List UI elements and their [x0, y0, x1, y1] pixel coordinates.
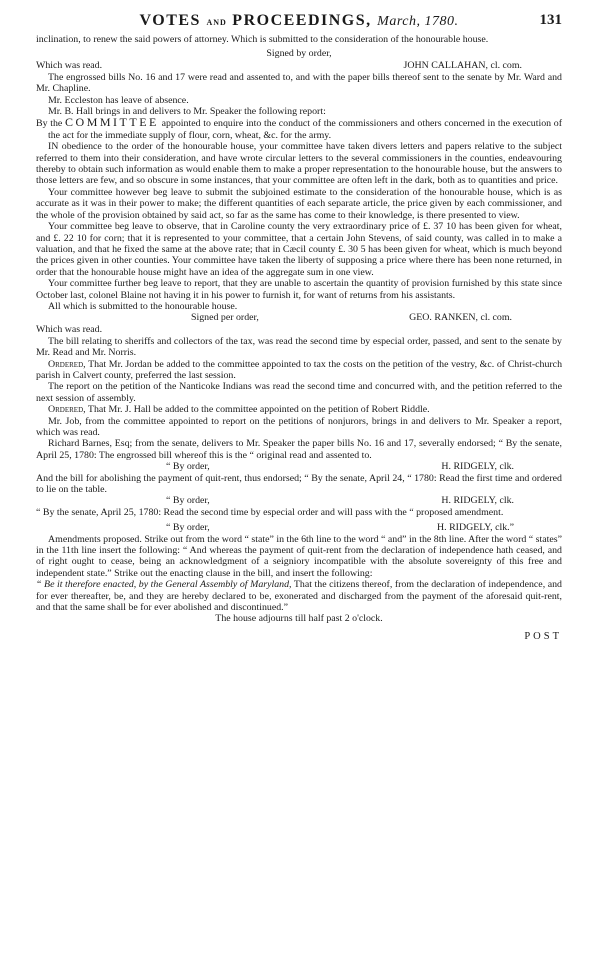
adjournment: The house adjourns till half past 2 o'clock.	[215, 613, 383, 625]
paragraph: Amendments proposed. Strike out from the word “ state” in the 6th line to the word “ and” in the 8th line. After the word “ states” in the 11th line insert the following: “ And whereas the payment of quit-rent from the declaration of independence hath ceased, and of right ought to cease, being an acknowledgment of a seigniory incompatible with the absolute sovereignty of this free and independent state.” Strike out the enacting clause in the bill, and insert the following:	[36, 533, 562, 579]
committee-word: COMMITTEE	[65, 115, 159, 130]
running-header	[36, 12, 562, 34]
enacting-clause: “ Be it therefore enacted, by the General Assembly of Maryland, That the citizens thereof, from the declaration of independence, and for ever thereafter, be, and they are hereby declared to be, exonerated and discharged from the payment of the aforesaid quit-rent, and that the same shall be for ever abolished and discontinued.”	[36, 579, 562, 614]
title-date: March, 1780.	[377, 14, 459, 29]
paragraph: The bill relating to sheriffs and collectors of the tax, was read the second time by especial order, passed, and sent to the senate by Mr. Read and Mr. Norris.	[36, 335, 562, 359]
signature-line	[36, 312, 562, 324]
order-paragraph: Ordered, That Mr. Jordan be added to the committee appointed to tax the costs on the petition of the vestry, &c. of Christ-church parish in Calvert county, preferred the last session.	[36, 358, 563, 381]
paragraph: Richard Barnes, Esq; from the senate, delivers to Mr. Speaker the paper bills No. 16 and 17, severally endorsed; “ By the senate, April 25, 1780: The engrossed bill whereof this is the “ original read and assented to.	[36, 438, 562, 461]
paragraph: All which is submitted to the honourable house.	[48, 300, 238, 312]
paragraph: And the bill for abolishing the payment of quit-rent, thus endorsed; “ By the senate, April 24, “ 1780: Read the first time and ordered to lie on the table.	[36, 472, 562, 496]
paragraph: Which was read.	[36, 324, 103, 336]
paragraph: IN obedience to the order of the honourable house, your committee have taken divers letters and papers relative to the subject referred to them into their consideration, and have wrote circular letters to the several commissioners in the counties, endeavouring thereby to obtain such information as would enable them to make a proper representation to the honourable house, but the answers to those letters are few, and so obscure in some instances, that your committee are often left in the dark, both as to quantities and price.	[36, 141, 562, 187]
endorsement-signature: “ By order, H. RIDGELY, clk.	[166, 495, 514, 507]
paragraph: Mr. Eccleston has leave of absence.	[48, 94, 189, 106]
title-votes: VOTES	[139, 12, 201, 29]
clerk-signature: GEO. RANKEN, cl. com.	[409, 312, 512, 324]
endorsement-signature: “ By order, H. RIDGELY, clk.	[166, 461, 514, 473]
paragraph: The engrossed bills No. 16 and 17 were read and assented to, and with the paper bills thereof sent to the senate by Mr. Ward and Mr. Chapline.	[36, 71, 562, 95]
paragraph: Your committee beg leave to observe, that in Caroline county the very extraordinary price of £. 37 10 has been given for wheat, and £. 22 10 for corn; that it is represented to your committee, that a certain John Stevens, of said county, was called in to make a valuation, and that he fixed the same at the above rate; that in Cæcil county £. 30 5 has been given for wheat, which is much beyond the prices given in other counties. Your committee have taken the liberty of supposing a price where there has been none returned, in order that the honourable house might have an idea of the aggregate sum in one view.	[36, 221, 562, 278]
signature-line	[36, 60, 562, 72]
report-heading: By the COMMITTEE appointed to enquire into the conduct of the commissioners and others concerned in the execution of the act for the immediate supply of flour, corn, wheat, &c. for the army.	[36, 115, 563, 141]
which-was-read: Which was read.	[36, 59, 103, 71]
paragraph: inclination, to renew the said powers of attorney. Which is submitted to the consideration of the honourable house.	[36, 34, 489, 45]
document-body	[36, 34, 562, 642]
paragraph: “ By the senate, April 25, 1780: Read the second time by especial order and will pass with the “ proposed amendment.	[36, 506, 504, 518]
order-paragraph: Ordered, That Mr. J. Hall be added to the committee appointed on the petition of Robert Riddle.	[48, 404, 430, 416]
running-title	[140, 12, 459, 29]
title-proceedings: PROCEEDINGS,	[232, 12, 372, 29]
paragraph: Mr. Job, from the committee appointed to report on the petitions of nonjurors, brings in and delivers to Mr. Speaker a report, which was read.	[36, 415, 562, 438]
page-number: 131	[539, 12, 562, 28]
title-and: and	[206, 14, 227, 28]
paragraph: Your committee however beg leave to submit the subjoined estimate to the consideration of the honourable house, which is as accurate as it was in their power to make; the different quantities of each separate article, the price given by each commissioner, and the whole of the provision obtained by said act, so far as the same has come to their knowledge, is there presented to view.	[36, 186, 562, 221]
signed-per-order: Signed per order,	[191, 312, 259, 324]
endorsement-signature: “ By order, H. RIDGELY, clk.”	[166, 522, 514, 534]
paragraph: The report on the petition of the Nanticoke Indians was read the second time and concurred with, and the petition referred to the next session of assembly.	[36, 381, 562, 404]
paragraph: Mr. B. Hall brings in and delivers to Mr. Speaker the following report:	[48, 106, 326, 118]
clerk-signature: JOHN CALLAHAN, cl. com.	[403, 59, 522, 71]
signed-by-order: Signed by order,	[266, 48, 332, 60]
catchword: POST	[524, 630, 562, 642]
paragraph: Your committee further beg leave to report, that they are unable to ascertain the quantity of provision furnished by this state since October last, colonel Blaine not having it in his power to furnish it, for want of returns from his assistants.	[36, 278, 562, 301]
